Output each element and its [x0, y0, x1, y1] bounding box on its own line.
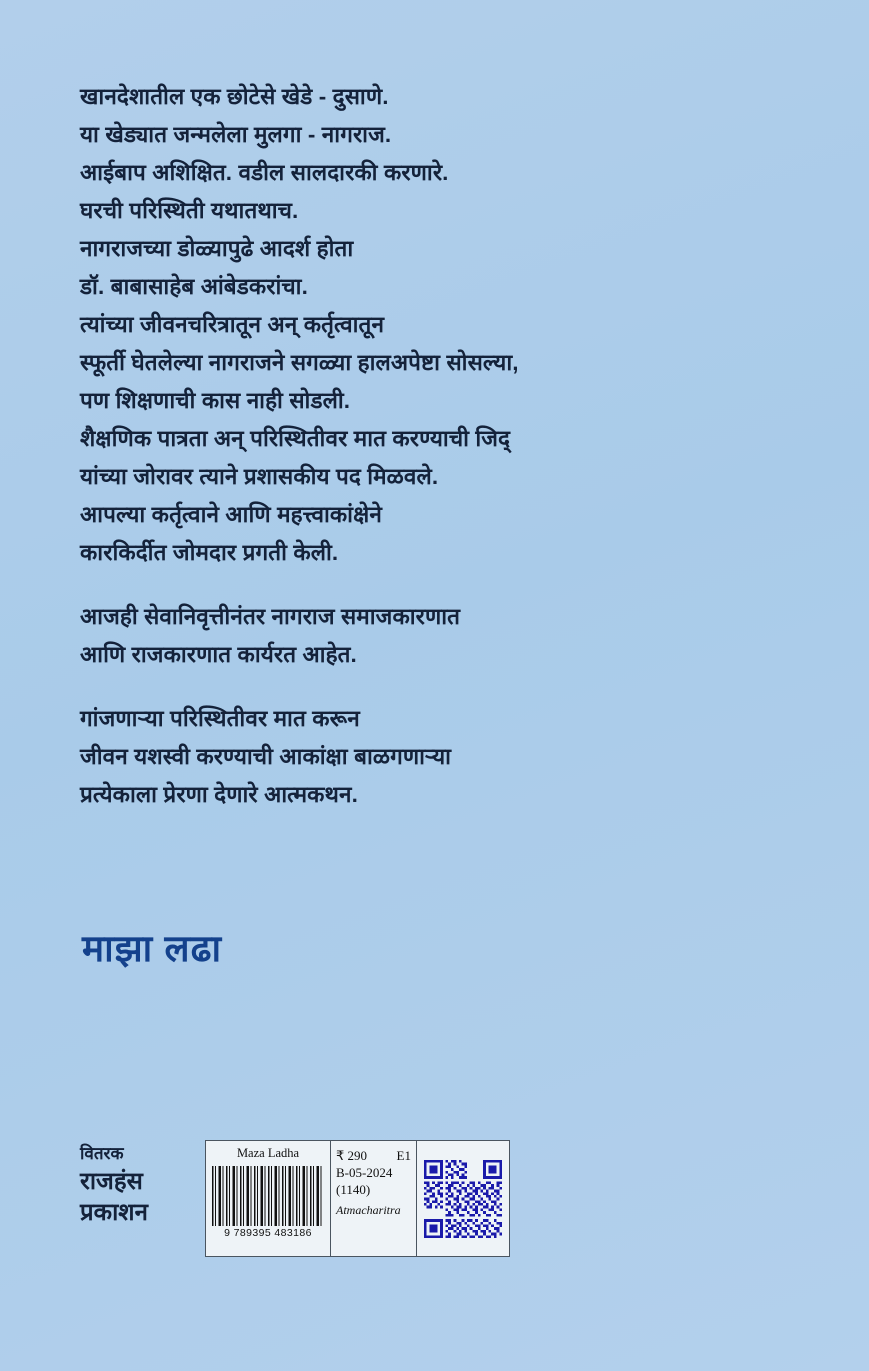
blurb-line: घरची परिस्थिती यथातथाच. — [80, 198, 299, 223]
blurb-line: या खेड्यात जन्मलेला मुलगा - नागराज. — [80, 122, 392, 147]
footer-block — [80, 1140, 520, 1258]
edition-code: E1 — [396, 1148, 411, 1163]
isbn-label-box — [205, 1140, 510, 1257]
blurb-line: आणि राजकारणात कार्यरत आहेत. — [80, 642, 357, 667]
qr-section — [417, 1141, 509, 1256]
distributor-block — [80, 1142, 190, 1228]
blurb-line: जीवन यशस्वी करण्याची आकांक्षा बाळगणाऱ्या — [80, 744, 452, 769]
blurb-line: कारकिर्दीत जोमदार प्रगती केली. — [80, 540, 339, 565]
blurb-line: प्रत्येकाला प्रेरणा देणारे आत्मकथन. — [80, 782, 358, 807]
blurb-line: डॉ. बाबासाहेब आंबेडकरांचा. — [80, 274, 308, 299]
price-section — [331, 1141, 417, 1256]
qr-code-icon — [424, 1160, 502, 1238]
book-title-english: Maza Ladha — [236, 1146, 300, 1160]
publication-code: B-05-2024 — [336, 1165, 393, 1180]
publisher-name-line1: राजहंस — [80, 1168, 143, 1195]
blurb-line: पण शिक्षणाची कास नाही सोडली. — [80, 388, 351, 413]
blurb-line: शैक्षणिक पात्रता अन् परिस्थितीवर मात करण्याची जिद् — [80, 426, 511, 451]
barcode-number: 9 789395 483186 — [224, 1227, 312, 1239]
blurb-line: गांजणाऱ्या परिस्थितीवर मात करून — [80, 706, 360, 731]
publisher-name-line2: प्रकाशन — [80, 1199, 148, 1226]
catalog-number: (1140) — [336, 1182, 371, 1197]
book-title: माझा लढा — [82, 928, 223, 969]
blurb-paragraph-3 — [80, 700, 780, 814]
distributor-label: वितरक — [80, 1144, 124, 1163]
blurb-line: त्यांच्या जीवनचरित्रातून अन् कर्तृत्वातून — [80, 312, 385, 337]
blurb-line: यांच्या जोरावर त्याने प्रशासकीय पद मिळवले. — [80, 464, 439, 489]
blurb-line: स्फूर्ती घेतलेल्या नागराजने सगळ्या हालअपेष्टा सोसल्या, — [80, 350, 519, 375]
blurb-line: आईबाप अशिक्षित. वडील सालदारकी करणारे. — [80, 160, 449, 185]
barcode-icon — [212, 1166, 324, 1226]
blurb-line: आपल्या कर्तृत्वाने आणि महत्त्वाकांक्षेने — [80, 502, 382, 527]
price-value: ₹ 290 — [336, 1148, 368, 1163]
blurb-line: खानदेशातील एक छोटेसे खेडे - दुसाणे. — [80, 84, 389, 109]
blurb-paragraph-1 — [80, 78, 780, 572]
blurb-text — [80, 78, 780, 814]
category-label: Atmacharitra — [336, 1203, 401, 1217]
blurb-line: आजही सेवानिवृत्तीनंतर नागराज समाजकारणात — [80, 604, 461, 629]
blurb-paragraph-2 — [80, 598, 780, 674]
barcode-section — [206, 1141, 331, 1256]
blurb-line: नागराजच्या डोळ्यापुढे आदर्श होता — [80, 236, 354, 261]
